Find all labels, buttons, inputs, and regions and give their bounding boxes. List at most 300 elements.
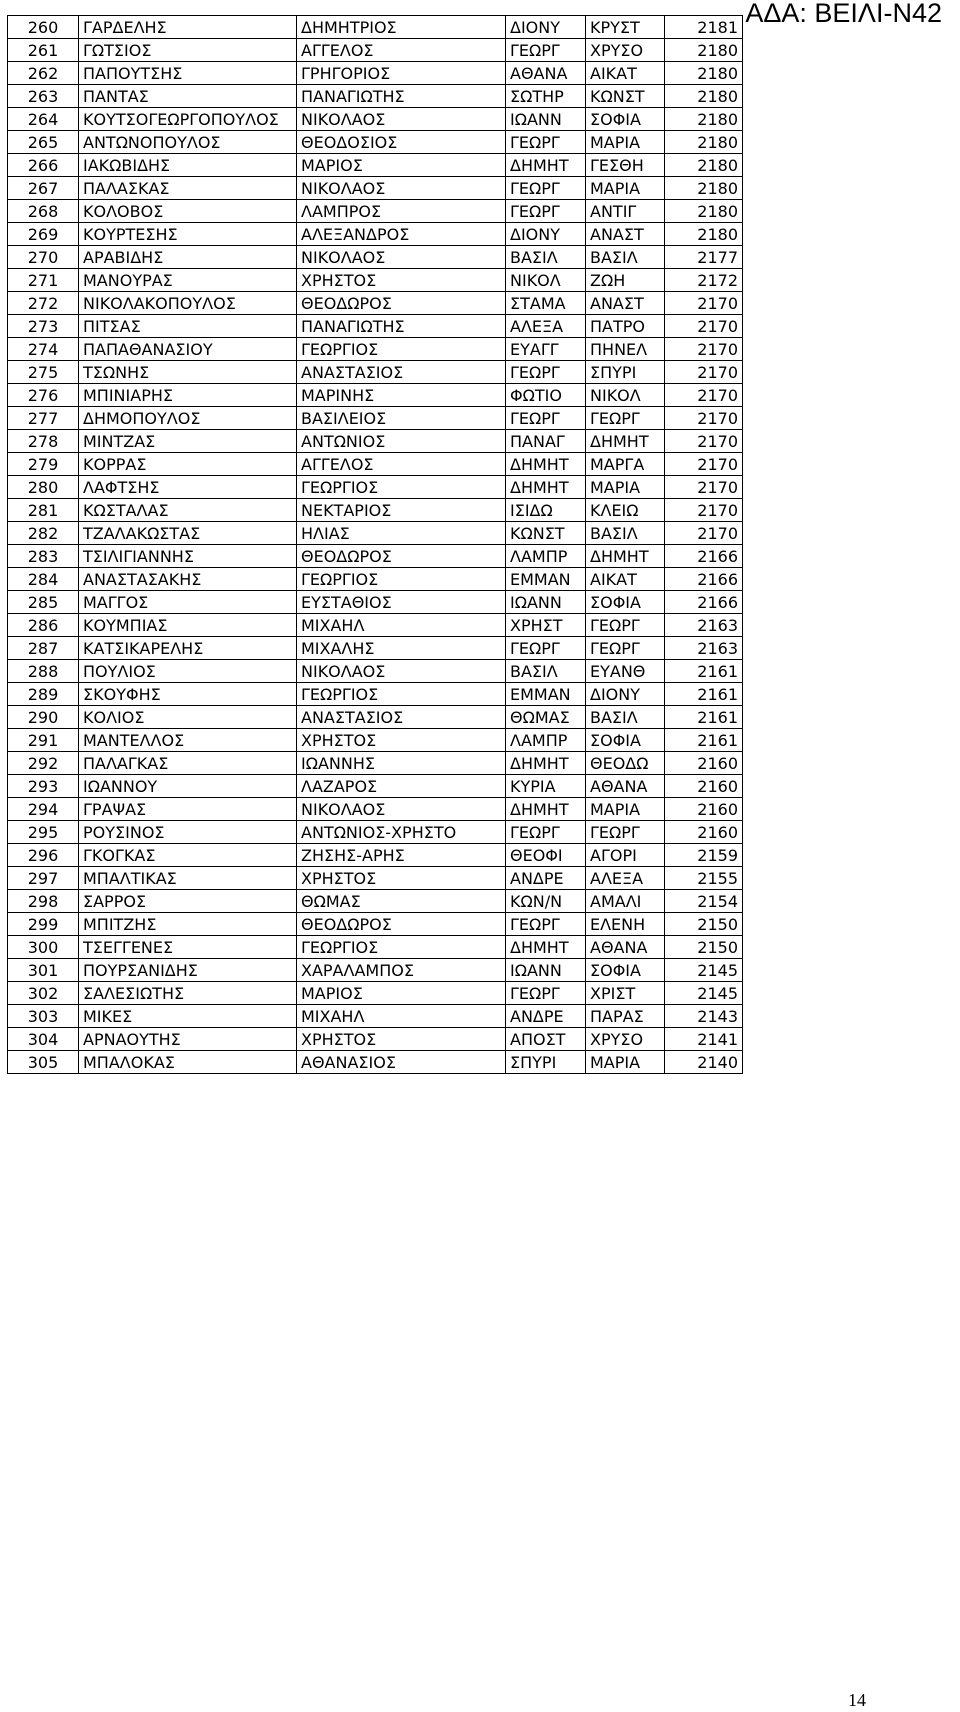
score-cell: 2170 [665, 407, 743, 430]
mother-name-cell: ΒΑΣΙΛ [586, 522, 665, 545]
row-number: 268 [8, 200, 79, 223]
surname-cell: ΙΩΑΝΝΟΥ [79, 775, 297, 798]
table-row [8, 16, 743, 39]
row-number: 302 [8, 982, 79, 1005]
score-cell: 2160 [665, 798, 743, 821]
table-row [8, 706, 743, 729]
table-row [8, 729, 743, 752]
row-number: 291 [8, 729, 79, 752]
surname-cell: ΜΑΝΟΥΡΑΣ [79, 269, 297, 292]
row-number: 267 [8, 177, 79, 200]
row-number: 263 [8, 85, 79, 108]
table-row [8, 154, 743, 177]
row-number: 305 [8, 1051, 79, 1074]
surname-cell: ΓΩΤΣΙΟΣ [79, 39, 297, 62]
father-name-cell: ΓΕΩΡΓ [506, 361, 586, 384]
given-name-cell: ΠΑΝΑΓΙΩΤΗΣ [297, 315, 506, 338]
table-row [8, 476, 743, 499]
father-name-cell: ΣΩΤΗΡ [506, 85, 586, 108]
page-number: 14 [848, 1690, 866, 1710]
table-row [8, 798, 743, 821]
table-row [8, 1051, 743, 1074]
table-row [8, 177, 743, 200]
mother-name-cell: ΓΕΩΡΓ [586, 821, 665, 844]
surname-cell: ΚΟΛΙΟΣ [79, 706, 297, 729]
surname-cell: ΜΠΙΤΖΗΣ [79, 913, 297, 936]
table-row [8, 637, 743, 660]
surname-cell: ΜΑΝΤΕΛΛΟΣ [79, 729, 297, 752]
given-name-cell: ΧΡΗΣΤΟΣ [297, 729, 506, 752]
mother-name-cell: ΑΙΚΑΤ [586, 568, 665, 591]
score-cell: 2180 [665, 131, 743, 154]
mother-name-cell: ΘΕΟΔΩ [586, 752, 665, 775]
score-cell: 2180 [665, 39, 743, 62]
row-number: 275 [8, 361, 79, 384]
score-cell: 2154 [665, 890, 743, 913]
given-name-cell: ΝΙΚΟΛΑΟΣ [297, 798, 506, 821]
score-cell: 2170 [665, 361, 743, 384]
table-row [8, 844, 743, 867]
score-cell: 2170 [665, 453, 743, 476]
row-number: 264 [8, 108, 79, 131]
surname-cell: ΜΙΝΤΖΑΣ [79, 430, 297, 453]
father-name-cell: ΔΗΜΗΤ [506, 453, 586, 476]
father-name-cell: ΠΑΝΑΓ [506, 430, 586, 453]
mother-name-cell: ΑΜΑΛΙ [586, 890, 665, 913]
given-name-cell: ΜΑΡΙΟΣ [297, 982, 506, 1005]
given-name-cell: ΓΕΩΡΓΙΟΣ [297, 568, 506, 591]
table-row [8, 499, 743, 522]
mother-name-cell: ΑΙΚΑΤ [586, 62, 665, 85]
father-name-cell: ΦΩΤΙΟ [506, 384, 586, 407]
father-name-cell: ΙΩΑΝΝ [506, 108, 586, 131]
given-name-cell: ΒΑΣΙΛΕΙΟΣ [297, 407, 506, 430]
mother-name-cell: ΚΩΝΣΤ [586, 85, 665, 108]
surname-cell: ΡΟΥΣΙΝΟΣ [79, 821, 297, 844]
given-name-cell: ΛΑΜΠΡΟΣ [297, 200, 506, 223]
mother-name-cell: ΜΑΡΙΑ [586, 177, 665, 200]
table-row [8, 1005, 743, 1028]
score-cell: 2180 [665, 200, 743, 223]
mother-name-cell: ΠΑΤΡΟ [586, 315, 665, 338]
father-name-cell: ΒΑΣΙΛ [506, 660, 586, 683]
table-row [8, 752, 743, 775]
mother-name-cell: ΜΑΡΙΑ [586, 476, 665, 499]
given-name-cell: ΗΛΙΑΣ [297, 522, 506, 545]
mother-name-cell: ΓΕΩΡΓ [586, 614, 665, 637]
given-name-cell: ΓΕΩΡΓΙΟΣ [297, 338, 506, 361]
row-number: 304 [8, 1028, 79, 1051]
score-cell: 2145 [665, 982, 743, 1005]
given-name-cell: ΑΛΕΞΑΝΔΡΟΣ [297, 223, 506, 246]
table-row [8, 614, 743, 637]
mother-name-cell: ΚΡΥΣΤ [586, 16, 665, 39]
father-name-cell: ΑΝΔΡΕ [506, 867, 586, 890]
given-name-cell: ΝΙΚΟΛΑΟΣ [297, 177, 506, 200]
father-name-cell: ΘΕΟΦΙ [506, 844, 586, 867]
table-row [8, 131, 743, 154]
given-name-cell: ΧΡΗΣΤΟΣ [297, 867, 506, 890]
mother-name-cell: ΒΑΣΙΛ [586, 706, 665, 729]
mother-name-cell: ΜΑΡΙΑ [586, 131, 665, 154]
surname-cell: ΜΑΓΓΟΣ [79, 591, 297, 614]
mother-name-cell: ΜΑΡΙΑ [586, 798, 665, 821]
score-cell: 2163 [665, 614, 743, 637]
given-name-cell: ΙΩΑΝΝΗΣ [297, 752, 506, 775]
mother-name-cell: ΣΟΦΙΑ [586, 729, 665, 752]
score-cell: 2150 [665, 913, 743, 936]
given-name-cell: ΑΓΓΕΛΟΣ [297, 39, 506, 62]
row-number: 273 [8, 315, 79, 338]
father-name-cell: ΙΩΑΝΝ [506, 591, 586, 614]
table-row [8, 223, 743, 246]
given-name-cell: ΘΩΜΑΣ [297, 890, 506, 913]
row-number: 260 [8, 16, 79, 39]
given-name-cell: ΘΕΟΔΩΡΟΣ [297, 913, 506, 936]
row-number: 290 [8, 706, 79, 729]
row-number: 265 [8, 131, 79, 154]
score-cell: 2161 [665, 683, 743, 706]
score-cell: 2170 [665, 338, 743, 361]
given-name-cell: ΛΑΖΑΡΟΣ [297, 775, 506, 798]
given-name-cell: ΓΕΩΡΓΙΟΣ [297, 936, 506, 959]
surname-cell: ΣΑΡΡΟΣ [79, 890, 297, 913]
father-name-cell: ΚΩΝ/Ν [506, 890, 586, 913]
given-name-cell: ΓΕΩΡΓΙΟΣ [297, 683, 506, 706]
father-name-cell: ΙΣΙΔΩ [506, 499, 586, 522]
row-number: 283 [8, 545, 79, 568]
given-name-cell: ΧΡΗΣΤΟΣ [297, 1028, 506, 1051]
father-name-cell: ΔΙΟΝΥ [506, 16, 586, 39]
candidates-table [7, 15, 743, 1074]
row-number: 289 [8, 683, 79, 706]
father-name-cell: ΑΛΕΞΑ [506, 315, 586, 338]
table-row [8, 269, 743, 292]
given-name-cell: ΑΘΑΝΑΣΙΟΣ [297, 1051, 506, 1074]
father-name-cell: ΘΩΜΑΣ [506, 706, 586, 729]
table-row [8, 913, 743, 936]
mother-name-cell: ΑΛΕΞΑ [586, 867, 665, 890]
father-name-cell: ΔΙΟΝΥ [506, 223, 586, 246]
table-row [8, 39, 743, 62]
score-cell: 2161 [665, 706, 743, 729]
score-cell: 2180 [665, 62, 743, 85]
score-cell: 2180 [665, 223, 743, 246]
mother-name-cell: ΑΝΑΣΤ [586, 292, 665, 315]
table-row [8, 890, 743, 913]
surname-cell: ΠΑΝΤΑΣ [79, 85, 297, 108]
score-cell: 2163 [665, 637, 743, 660]
table-row [8, 108, 743, 131]
surname-cell: ΑΝΤΩΝΟΠΟΥΛΟΣ [79, 131, 297, 154]
score-cell: 2170 [665, 499, 743, 522]
row-number: 293 [8, 775, 79, 798]
score-cell: 2170 [665, 292, 743, 315]
given-name-cell: ΔΗΜΗΤΡΙΟΣ [297, 16, 506, 39]
row-number: 279 [8, 453, 79, 476]
father-name-cell: ΓΕΩΡΓ [506, 913, 586, 936]
given-name-cell: ΓΕΩΡΓΙΟΣ [297, 476, 506, 499]
given-name-cell: ΝΙΚΟΛΑΟΣ [297, 660, 506, 683]
row-number: 269 [8, 223, 79, 246]
row-number: 299 [8, 913, 79, 936]
mother-name-cell: ΣΠΥΡΙ [586, 361, 665, 384]
given-name-cell: ΝΙΚΟΛΑΟΣ [297, 246, 506, 269]
score-cell: 2150 [665, 936, 743, 959]
row-number: 295 [8, 821, 79, 844]
surname-cell: ΜΙΚΕΣ [79, 1005, 297, 1028]
table-row [8, 430, 743, 453]
table-body [8, 16, 743, 1074]
row-number: 274 [8, 338, 79, 361]
table-row [8, 292, 743, 315]
father-name-cell: ΕΜΜΑΝ [506, 568, 586, 591]
given-name-cell: ΧΡΗΣΤΟΣ [297, 269, 506, 292]
score-cell: 2159 [665, 844, 743, 867]
row-number: 271 [8, 269, 79, 292]
father-name-cell: ΝΙΚΟΛ [506, 269, 586, 292]
row-number: 292 [8, 752, 79, 775]
mother-name-cell: ΑΝΤΙΓ [586, 200, 665, 223]
given-name-cell: ΜΙΧΑΗΛ [297, 614, 506, 637]
mother-name-cell: ΔΙΟΝΥ [586, 683, 665, 706]
table-row [8, 338, 743, 361]
given-name-cell: ΧΑΡΑΛΑΜΠΟΣ [297, 959, 506, 982]
ada-code: ΑΔΑ: ΒΕΙΛΙ-Ν42 [745, 0, 942, 28]
row-number: 300 [8, 936, 79, 959]
father-name-cell: ΛΑΜΠΡ [506, 729, 586, 752]
row-number: 298 [8, 890, 79, 913]
father-name-cell: ΚΩΝΣΤ [506, 522, 586, 545]
given-name-cell: ΑΝΤΩΝΙΟΣ-ΧΡΗΣΤΟ [297, 821, 506, 844]
surname-cell: ΣΚΟΥΦΗΣ [79, 683, 297, 706]
score-cell: 2160 [665, 752, 743, 775]
mother-name-cell: ΕΛΕΝΗ [586, 913, 665, 936]
surname-cell: ΚΟΥΜΠΙΑΣ [79, 614, 297, 637]
mother-name-cell: ΠΑΡΑΣ [586, 1005, 665, 1028]
table-row [8, 361, 743, 384]
score-cell: 2180 [665, 154, 743, 177]
score-cell: 2155 [665, 867, 743, 890]
surname-cell: ΔΗΜΟΠΟΥΛΟΣ [79, 407, 297, 430]
father-name-cell: ΓΕΩΡΓ [506, 407, 586, 430]
score-cell: 2166 [665, 591, 743, 614]
table-row [8, 867, 743, 890]
table-row [8, 568, 743, 591]
father-name-cell: ΙΩΑΝΝ [506, 959, 586, 982]
row-number: 277 [8, 407, 79, 430]
score-cell: 2180 [665, 177, 743, 200]
score-cell: 2170 [665, 315, 743, 338]
table-row [8, 246, 743, 269]
father-name-cell: ΕΥΑΓΓ [506, 338, 586, 361]
row-number: 278 [8, 430, 79, 453]
father-name-cell: ΓΕΩΡΓ [506, 177, 586, 200]
mother-name-cell: ΜΑΡΙΑ [586, 1051, 665, 1074]
row-number: 287 [8, 637, 79, 660]
surname-cell: ΠΑΠΑΘΑΝΑΣΙΟΥ [79, 338, 297, 361]
father-name-cell: ΑΝΔΡΕ [506, 1005, 586, 1028]
surname-cell: ΜΠΙΝΙΑΡΗΣ [79, 384, 297, 407]
row-number: 301 [8, 959, 79, 982]
score-cell: 2180 [665, 108, 743, 131]
mother-name-cell: ΔΗΜΗΤ [586, 545, 665, 568]
score-cell: 2180 [665, 85, 743, 108]
table-row [8, 62, 743, 85]
surname-cell: ΓΑΡΔΕΛΗΣ [79, 16, 297, 39]
score-cell: 2140 [665, 1051, 743, 1074]
score-cell: 2181 [665, 16, 743, 39]
row-number: 276 [8, 384, 79, 407]
table-row [8, 315, 743, 338]
given-name-cell: ΑΝΤΩΝΙΟΣ [297, 430, 506, 453]
score-cell: 2170 [665, 522, 743, 545]
given-name-cell: ΑΝΑΣΤΑΣΙΟΣ [297, 361, 506, 384]
surname-cell: ΠΟΥΛΙΟΣ [79, 660, 297, 683]
row-number: 261 [8, 39, 79, 62]
mother-name-cell: ΑΓΟΡΙ [586, 844, 665, 867]
surname-cell: ΠΑΛΑΓΚΑΣ [79, 752, 297, 775]
table-row [8, 1028, 743, 1051]
mother-name-cell: ΧΡΥΣΟ [586, 39, 665, 62]
score-cell: 2160 [665, 821, 743, 844]
surname-cell: ΠΑΠΟΥΤΣΗΣ [79, 62, 297, 85]
mother-name-cell: ΧΡΥΣΟ [586, 1028, 665, 1051]
surname-cell: ΜΠΑΛΟΚΑΣ [79, 1051, 297, 1074]
given-name-cell: ΘΕΟΔΩΡΟΣ [297, 545, 506, 568]
surname-cell: ΙΑΚΩΒΙΔΗΣ [79, 154, 297, 177]
score-cell: 2166 [665, 545, 743, 568]
score-cell: 2160 [665, 775, 743, 798]
mother-name-cell: ΣΟΦΙΑ [586, 959, 665, 982]
father-name-cell: ΓΕΩΡΓ [506, 821, 586, 844]
table-row [8, 545, 743, 568]
father-name-cell: ΔΗΜΗΤ [506, 936, 586, 959]
mother-name-cell: ΖΩΗ [586, 269, 665, 292]
given-name-cell: ΑΓΓΕΛΟΣ [297, 453, 506, 476]
father-name-cell: ΔΗΜΗΤ [506, 752, 586, 775]
father-name-cell: ΣΤΑΜΑ [506, 292, 586, 315]
row-number: 272 [8, 292, 79, 315]
surname-cell: ΜΠΑΛΤΙΚΑΣ [79, 867, 297, 890]
father-name-cell: ΓΕΩΡΓ [506, 637, 586, 660]
father-name-cell: ΓΕΩΡΓ [506, 131, 586, 154]
given-name-cell: ΘΕΟΔΟΣΙΟΣ [297, 131, 506, 154]
mother-name-cell: ΓΕΣΘΗ [586, 154, 665, 177]
surname-cell: ΤΖΑΛΑΚΩΣΤΑΣ [79, 522, 297, 545]
table-row [8, 660, 743, 683]
surname-cell: ΝΙΚΟΛΑΚΟΠΟΥΛΟΣ [79, 292, 297, 315]
score-cell: 2172 [665, 269, 743, 292]
table-row [8, 522, 743, 545]
surname-cell: ΠΑΛΑΣΚΑΣ [79, 177, 297, 200]
score-cell: 2170 [665, 430, 743, 453]
surname-cell: ΑΡΑΒΙΔΗΣ [79, 246, 297, 269]
score-cell: 2170 [665, 476, 743, 499]
father-name-cell: ΧΡΗΣΤ [506, 614, 586, 637]
father-name-cell: ΒΑΣΙΛ [506, 246, 586, 269]
table-row [8, 982, 743, 1005]
surname-cell: ΤΣΩΝΗΣ [79, 361, 297, 384]
row-number: 266 [8, 154, 79, 177]
given-name-cell: ΜΑΡΙΝΗΣ [297, 384, 506, 407]
surname-cell: ΚΩΣΤΑΛΑΣ [79, 499, 297, 522]
table-row [8, 821, 743, 844]
score-cell: 2166 [665, 568, 743, 591]
table-row [8, 591, 743, 614]
given-name-cell: ΕΥΣΤΑΘΙΟΣ [297, 591, 506, 614]
given-name-cell: ΓΡΗΓΟΡΙΟΣ [297, 62, 506, 85]
surname-cell: ΣΑΛΕΣΙΩΤΗΣ [79, 982, 297, 1005]
given-name-cell: ΖΗΣΗΣ-ΑΡΗΣ [297, 844, 506, 867]
row-number: 303 [8, 1005, 79, 1028]
surname-cell: ΛΑΦΤΣΗΣ [79, 476, 297, 499]
mother-name-cell: ΚΛΕΙΩ [586, 499, 665, 522]
surname-cell: ΑΡΝΑΟΥΤΗΣ [79, 1028, 297, 1051]
mother-name-cell: ΜΑΡΓΑ [586, 453, 665, 476]
score-cell: 2145 [665, 959, 743, 982]
row-number: 284 [8, 568, 79, 591]
row-number: 288 [8, 660, 79, 683]
given-name-cell: ΑΝΑΣΤΑΣΙΟΣ [297, 706, 506, 729]
mother-name-cell: ΣΟΦΙΑ [586, 108, 665, 131]
table-row [8, 683, 743, 706]
mother-name-cell: ΧΡΙΣΤ [586, 982, 665, 1005]
surname-cell: ΚΟΥΡΤΕΣΗΣ [79, 223, 297, 246]
surname-cell: ΠΟΥΡΣΑΝΙΔΗΣ [79, 959, 297, 982]
table-row [8, 453, 743, 476]
father-name-cell: ΓΕΩΡΓ [506, 200, 586, 223]
father-name-cell: ΔΗΜΗΤ [506, 476, 586, 499]
given-name-cell: ΜΙΧΑΗΛ [297, 1005, 506, 1028]
given-name-cell: ΘΕΟΔΩΡΟΣ [297, 292, 506, 315]
mother-name-cell: ΔΗΜΗΤ [586, 430, 665, 453]
score-cell: 2177 [665, 246, 743, 269]
mother-name-cell: ΑΝΑΣΤ [586, 223, 665, 246]
mother-name-cell: ΑΘΑΝΑ [586, 936, 665, 959]
row-number: 296 [8, 844, 79, 867]
father-name-cell: ΚΥΡΙΑ [506, 775, 586, 798]
table-row [8, 959, 743, 982]
surname-cell: ΤΣΕΓΓΕΝΕΣ [79, 936, 297, 959]
mother-name-cell: ΒΑΣΙΛ [586, 246, 665, 269]
table-row [8, 775, 743, 798]
row-number: 294 [8, 798, 79, 821]
surname-cell: ΤΣΙΛΙΓΙΑΝΝΗΣ [79, 545, 297, 568]
father-name-cell: ΣΠΥΡΙ [506, 1051, 586, 1074]
row-number: 262 [8, 62, 79, 85]
row-number: 282 [8, 522, 79, 545]
surname-cell: ΑΝΑΣΤΑΣΑΚΗΣ [79, 568, 297, 591]
mother-name-cell: ΓΕΩΡΓ [586, 407, 665, 430]
mother-name-cell: ΓΕΩΡΓ [586, 637, 665, 660]
score-cell: 2161 [665, 729, 743, 752]
surname-cell: ΚΟΡΡΑΣ [79, 453, 297, 476]
score-cell: 2141 [665, 1028, 743, 1051]
father-name-cell: ΕΜΜΑΝ [506, 683, 586, 706]
surname-cell: ΚΑΤΣΙΚΑΡΕΛΗΣ [79, 637, 297, 660]
row-number: 281 [8, 499, 79, 522]
table-row [8, 936, 743, 959]
given-name-cell: ΝΕΚΤΑΡΙΟΣ [297, 499, 506, 522]
table-row [8, 384, 743, 407]
table-row [8, 200, 743, 223]
given-name-cell: ΜΑΡΙΟΣ [297, 154, 506, 177]
mother-name-cell: ΕΥΑΝΘ [586, 660, 665, 683]
score-cell: 2161 [665, 660, 743, 683]
mother-name-cell: ΝΙΚΟΛ [586, 384, 665, 407]
father-name-cell: ΛΑΜΠΡ [506, 545, 586, 568]
